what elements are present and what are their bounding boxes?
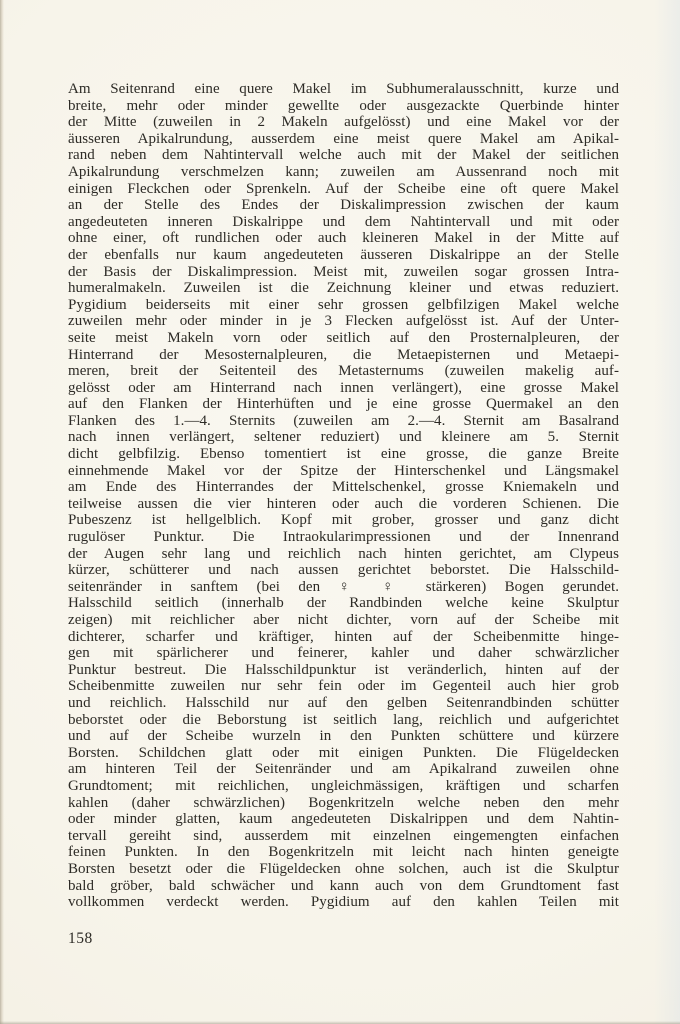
text-line: dichterer, scharfer und kräftiger, hinten auf der Scheibenmitte hinge- [68, 628, 619, 645]
text-line: tervall gereiht sind, ausserdem mit einzelnen eingemengten einfachen [68, 827, 619, 844]
scan-edge-left [0, 0, 4, 1024]
text-line: breite, mehr oder minder gewellte oder ausgezackte Querbinde hinter [68, 97, 619, 114]
text-line: Hinterrand der Mesosternalpleuren, die Metaepisternen und Metaepi- [68, 346, 619, 363]
text-line: kürzer, schütterer und nach aussen gerichtet beborstet. Die Halsschild- [68, 562, 619, 579]
text-line: kahlen (daher schwärzlichen) Bogenkritzeln welche neben den mehr [68, 794, 619, 811]
text-line: äusseren Apikalrundung, ausserdem eine meist quere Makel am Apikal- [68, 130, 619, 147]
text-line: einnehmende Makel vor der Spitze der Hinterschenkel und Längsmakel [68, 462, 619, 479]
text-line: gen mit spärlicherer und feinerer, kahler und daher schwärzlicher [68, 645, 619, 662]
text-line: nach innen verlängert, seltener reduziert) und kleinere am 5. Sternit [68, 429, 619, 446]
text-line: Scheibenmitte zuweilen nur sehr fein oder im Gegenteil auch hier grob [68, 678, 619, 695]
text-line: seitenränder in sanftem (bei den ♀ ♀ stärkeren) Bogen gerundet. [68, 578, 619, 595]
text-line: ohne einer, oft rundlichen oder auch kleineren Makel in der Mitte auf [68, 230, 619, 247]
text-line: seite meist Makeln vorn oder seitlich auf den Prosternalpleuren, der [68, 329, 619, 346]
text-line: teilweise aussen die vier hinteren oder auch die vorderen Schienen. Die [68, 495, 619, 512]
text-line: und reichlich. Halsschild nur auf den gelben Seitenrandbinden schütter [68, 694, 619, 711]
text-line: vollkommen verdeckt werden. Pygidium auf den kahlen Teilen mit [68, 894, 619, 911]
text-line: beborstet oder die Beborstung ist seitlich lang, reichlich und aufgerichtet [68, 711, 619, 728]
text-line: zeigen) mit reichlicher aber nicht dichter, vorn auf der Scheibe mit [68, 612, 619, 628]
text-line: Pygidium beiderseits mit einer sehr grossen gelbfilzigen Makel welche [68, 296, 619, 313]
text-line: humeralmakeln. Zuweilen ist die Zeichnung kleiner und etwas reduziert. [68, 280, 619, 297]
text-line: der ebenfalls nur kaum angedeuteten äusseren Diskalrippe an der Stelle [68, 246, 619, 263]
text-line: einigen Fleckchen oder Sprenkeln. Auf der Scheibe eine oft quere Makel [68, 180, 619, 197]
text-line: Apikalrundung verschmelzen kann; zuweilen am Aussenrand noch mit [68, 163, 619, 180]
text-line: dicht gelbfilzig. Ebenso tomentiert ist eine grosse, die ganze Breite [68, 446, 619, 463]
text-line: zuweilen mehr oder minder in je 3 Flecken aufgelösst ist. Auf der Unter- [68, 313, 619, 330]
text-line: an der Stelle des Endes der Diskalimpression zwischen der kaum [68, 197, 619, 214]
text-line: Am Seitenrand eine quere Makel im Subhumeralausschnitt, kurze und [68, 81, 619, 97]
text-line: oder minder glatten, kaum angedeuteten Diskalrippen und dem Nahtin- [68, 811, 619, 828]
scan-tint-right [654, 0, 680, 1024]
text-line: Borsten besetzt oder die Flügeldecken ohne solchen, auch ist die Skulptur [68, 860, 619, 877]
text-line: Pubeszenz ist hellgelblich. Kopf mit grober, grosser und ganz dicht [68, 512, 619, 529]
text-line: feinen Punkten. In den Bogenkritzeln mit leicht nach hinten geneigte [68, 844, 619, 861]
text-line: Borsten. Schildchen glatt oder mit einigen Punkten. Die Flügeldecken [68, 744, 619, 761]
text-line: der Mitte (zuweilen in 2 Makeln aufgelösst) und eine Makel vor der [68, 114, 619, 131]
text-line: der Augen sehr lang und reichlich nach hinten gerichtet, am Clypeus [68, 545, 619, 562]
text-line: Halsschild seitlich (innerhalb der Randbinden welche keine Skulptur [68, 595, 619, 612]
text-line: am Ende des Hinterrandes der Mittelschenkel, grosse Kniemakeln und [68, 479, 619, 496]
text-line: Flanken des 1.—4. Sternits (zuweilen am 2.—4. Sternit am Basalrand [68, 412, 619, 429]
text-line: auf den Flanken der Hinterhüften und je eine grosse Quermakel an den [68, 396, 619, 413]
text-line: und auf der Scheibe wurzeln in den Punkten schüttere und kürzere [68, 728, 619, 745]
body-text [68, 81, 619, 911]
text-line: am hinteren Teil der Seitenränder und am Apikalrand zuweilen ohne [68, 761, 619, 778]
text-line: Grundtoment; mit reichlichen, ungleichmässigen, kräftigen und scharfen [68, 777, 619, 794]
text-line: gelösst oder am Hinterrand nach innen verlängert), eine grosse Makel [68, 379, 619, 396]
text-line: rand neben dem Nahtintervall welche auch mit der Makel der seitlichen [68, 147, 619, 164]
text-line: der Basis der Diskalimpression. Meist mit, zuweilen sogar grossen Intra- [68, 263, 619, 280]
text-line: angedeuteten inneren Diskalrippe und dem Nahtintervall und mit oder [68, 213, 619, 230]
text-line: bald gröber, bald schwächer und kann auch von dem Grundtoment fast [68, 877, 619, 894]
text-line: meren, breit der Seitenteil des Metasternums (zuweilen makelig auf- [68, 363, 619, 380]
text-line: Punktur bestreut. Die Halsschildpunktur ist veränderlich, hinten auf der [68, 661, 619, 678]
text-line: rugulöser Punktur. Die Intraokularimpressionen und der Innenrand [68, 529, 619, 546]
page-number: 158 [68, 930, 93, 947]
